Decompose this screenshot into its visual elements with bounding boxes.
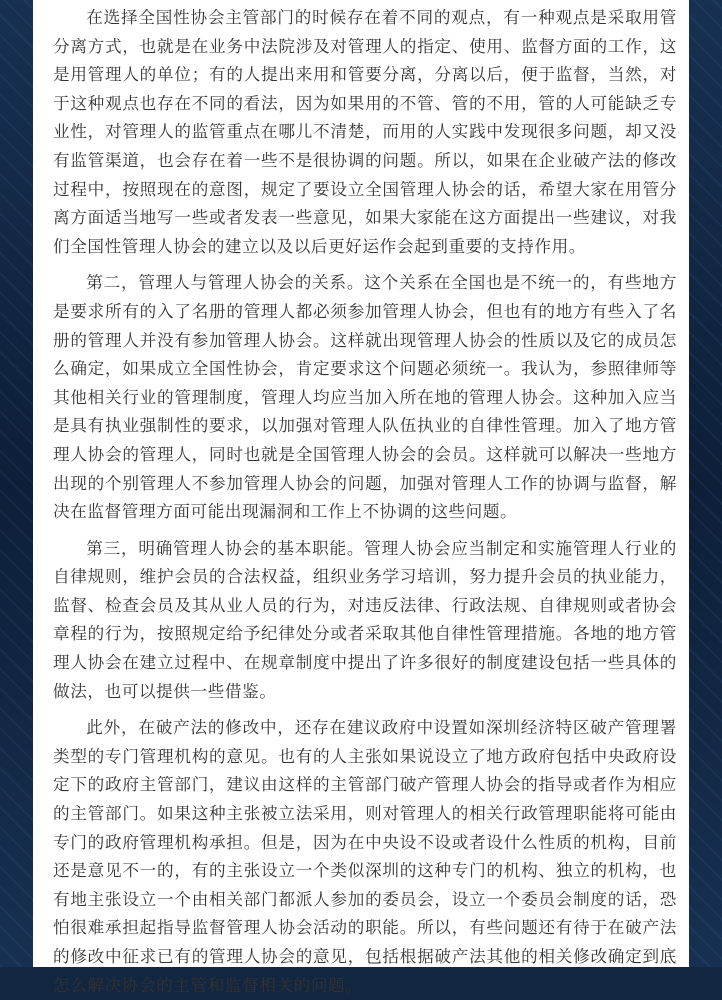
paragraph-third-functions: 第三，明确管理人协会的基本职能。管理人协会应当制定和实施管理人行业的自律规则，维护会员的合法权益，组织业务学习培训，努力提升会员的执业能力，监督、检查会员及其从业人员的行为，对违反法律、行政法规、自律规则或者协会章程的行为，按照规定给予纪律处分或者采取其他自律性管理措施。各地的地方管理人协会在建立过程中、在规章制度中提出了许多很好的制度建设包括一些具体的做法，也可以提供一些借鉴。 <box>53 538 677 701</box>
paragraph-management-separation: 在选择全国性协会主管部门的时候存在着不同的观点，有一种观点是采取用管分离方式，也就是在业务中法院涉及对管理人的指定、使用、监督方面的工作，这是用管理人的单位；有的人提出来用和管要分离，分离以后，便于监督，当然，对于这种观点也存在不同的看法，因为如果用的不管、管的不用，管的人可能缺乏专业性，对管理人的监管重点在哪儿不清楚，而用的人实践中发现很多问题，却又没有监管渠道，也会存在着一些不是很协调的问题。所以，如果在企业破产法的修改过程中，按照现在的意图，规定了要设立全国管理人协会的话，希望大家在用管分离方面适当地写一些或者发表一些意见，如果大家能在这方面提出一些建议，对我们全国性管理人协会的建立以及以后更好运作会起到重要的支持作用。 <box>53 8 677 256</box>
article-body <box>33 0 689 995</box>
right-decorative-border <box>689 0 722 967</box>
paragraph-second-relationship: 第二，管理人与管理人协会的关系。这个关系在全国也是不统一的，有些地方是要求所有的入了名册的管理人都必须参加管理人协会，但也有的地方有些入了名册的管理人并没有参加管理人协会。这样就出现管理人协会的性质以及它的成员怎么确定，如果成立全国性协会，肯定要求这个问题必须统一。我认为，参照律师等其他相关行业的管理制度，管理人均应当加入所在地的管理人协会。这种加入应当是具有执业强制性的要求，以加强对管理人队伍执业的自律性管理。加入了地方管理人协会的管理人，同时也就是全国管理人协会的会员。这样就可以解决一些地方出现的个别管理人不参加管理人协会的问题，加强对管理人工作的协调与监督，解决在监督管理方面可能出现漏洞和工作上不协调的这些问题。 <box>53 273 677 522</box>
paragraph-additionally: 此外，在破产法的修改中，还存在建议政府中设置如深圳经济特区破产管理署类型的专门管理机构的意见。也有的人主张如果说设立了地方政府包括中央政府设定下的政府主管部门，建议由这样的主管部门破产管理人协会的指导或者作为相应的主管部门。如果这种主张被立法采用，则对管理人的相关行政管理职能将可能由专门的政府管理机构承担。但是，因为在中央设不设或者设什么性质的机构，目前还是意见不一的，有的主张设立一个类似深圳的这种专门的机构、独立的机构，也有地主张设立一个由相关部门都派人参加的委员会，设立一个委员会制度的话，恐怕很难承担起指导监督管理人协会活动的职能。所以，有些问题还有待于在破产法的修改中征求已有的管理人协会的意见，包括根据破产法其他的相关修改确定到底怎么解决协会的主管和监督相关的问题。 <box>53 718 677 995</box>
left-decorative-border <box>0 0 33 967</box>
